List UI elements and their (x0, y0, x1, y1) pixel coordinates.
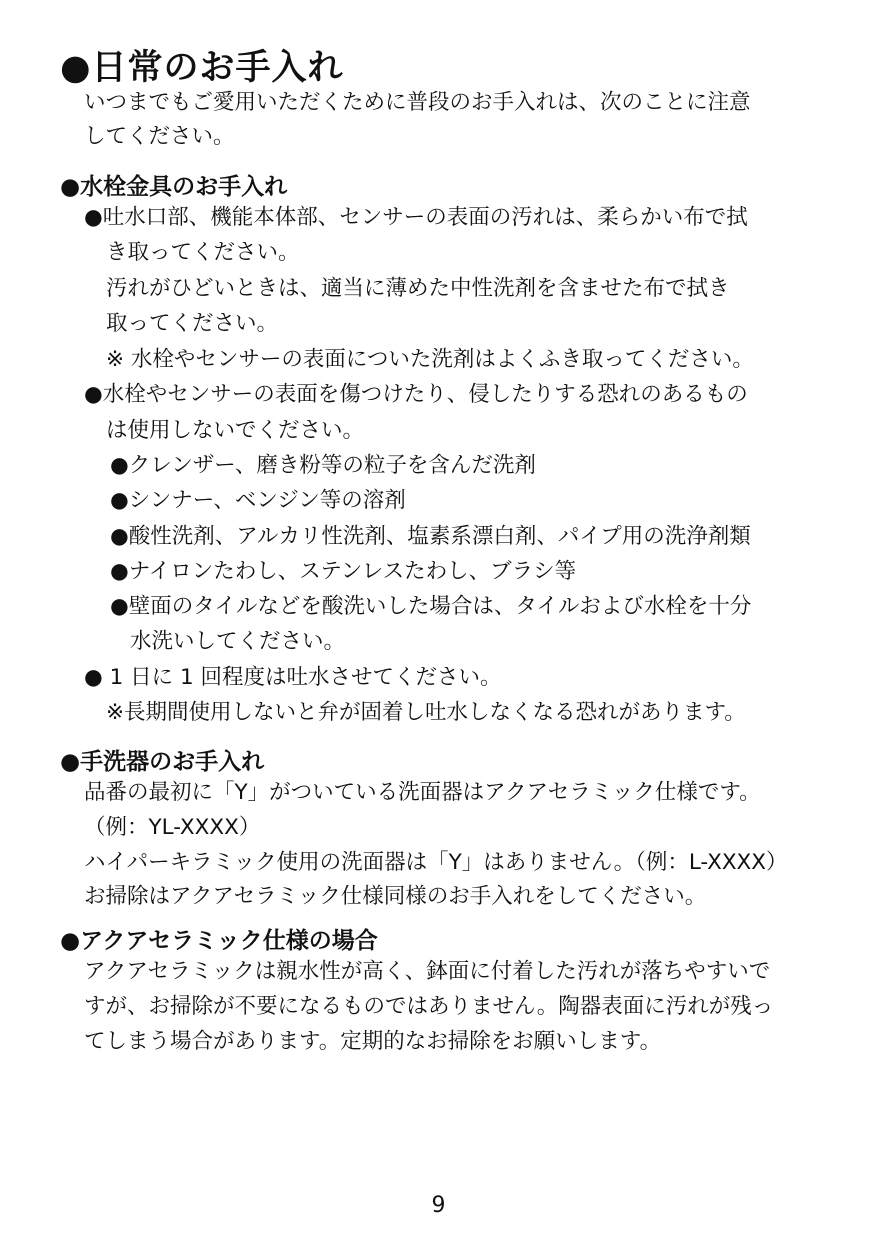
faucet-item-line: ● 1 日に 1 回程度は吐水させてください。 (84, 665, 502, 690)
basin-line: （例：YL-XXXX） (84, 815, 261, 840)
aqua-line: アクアセラミックは親水性が高く、鉢面に付着した汚れが落ちやすいで (84, 959, 771, 984)
faucet-item-line: は使用しないでください。 (106, 418, 365, 443)
aqua-heading: ●アクアセラミック仕様の場合 (60, 928, 378, 954)
prohibited-item: ●酸性洗剤、アルカリ性洗剤、塩素系漂白剤、パイプ用の洗浄剤類 (110, 524, 751, 549)
prohibited-item: ●壁面のタイルなどを酸洗いした場合は、タイルおよび水栓を十分 (110, 594, 752, 619)
aqua-line: てしまう場合があります。定期的なお掃除をお願いします。 (84, 1029, 662, 1054)
faucet-item-line: 汚れがひどいときは、適当に薄めた中性洗剤を含ませた布で拭き (106, 276, 730, 301)
faucet-item-line: ●吐水口部、機能本体部、センサーの表面の汚れは、柔らかい布で拭 (84, 205, 748, 230)
faucet-item-line: ●水栓やセンサーの表面を傷つけたり、侵したりする恐れのあるもの (84, 382, 748, 407)
intro-line: してください。 (84, 124, 235, 149)
prohibited-item: ●クレンザー、磨き粉等の粒子を含んだ洗剤 (110, 453, 536, 478)
intro-line: いつまでもご愛用いただくために普段のお手入れは、次のことに注意 (84, 90, 751, 115)
page-title: ●日常のお手入れ (60, 48, 344, 88)
prohibited-item: ●ナイロンたわし、ステンレスたわし、ブラシ等 (110, 559, 577, 584)
basin-heading: ●手洗器のお手入れ (60, 749, 265, 775)
aqua-line: すが、お掃除が不要になるものではありません。陶器表面に汚れが残っ (84, 994, 774, 1019)
faucet-item-line: き取ってください。 (106, 240, 300, 265)
prohibited-item: ●シンナー、ベンジン等の溶剤 (110, 488, 406, 513)
faucet-item-line: 取ってください。 (106, 311, 279, 336)
basin-line: お掃除はアクアセラミック仕様同様のお手入れをしてください。 (84, 884, 707, 909)
faucet-note: ※長期間使用しないと弁が固着し吐水しなくなる恐れがあります。 (106, 700, 746, 725)
faucet-heading: ●水栓金具のお手入れ (60, 174, 288, 200)
basin-line: 品番の最初に「Y」がついている洗面器はアクアセラミック仕様です。 (84, 780, 761, 805)
basin-line: ハイパーキラミック使用の洗面器は「Y」はありません。（例：L-XXXX） (84, 850, 788, 875)
prohibited-item-cont: 水洗いしてください。 (130, 629, 346, 654)
page-number: 9 (431, 1193, 446, 1218)
faucet-note: ※ 水栓やセンサーの表面についた洗剤はよくふき取ってください。 (106, 347, 754, 372)
